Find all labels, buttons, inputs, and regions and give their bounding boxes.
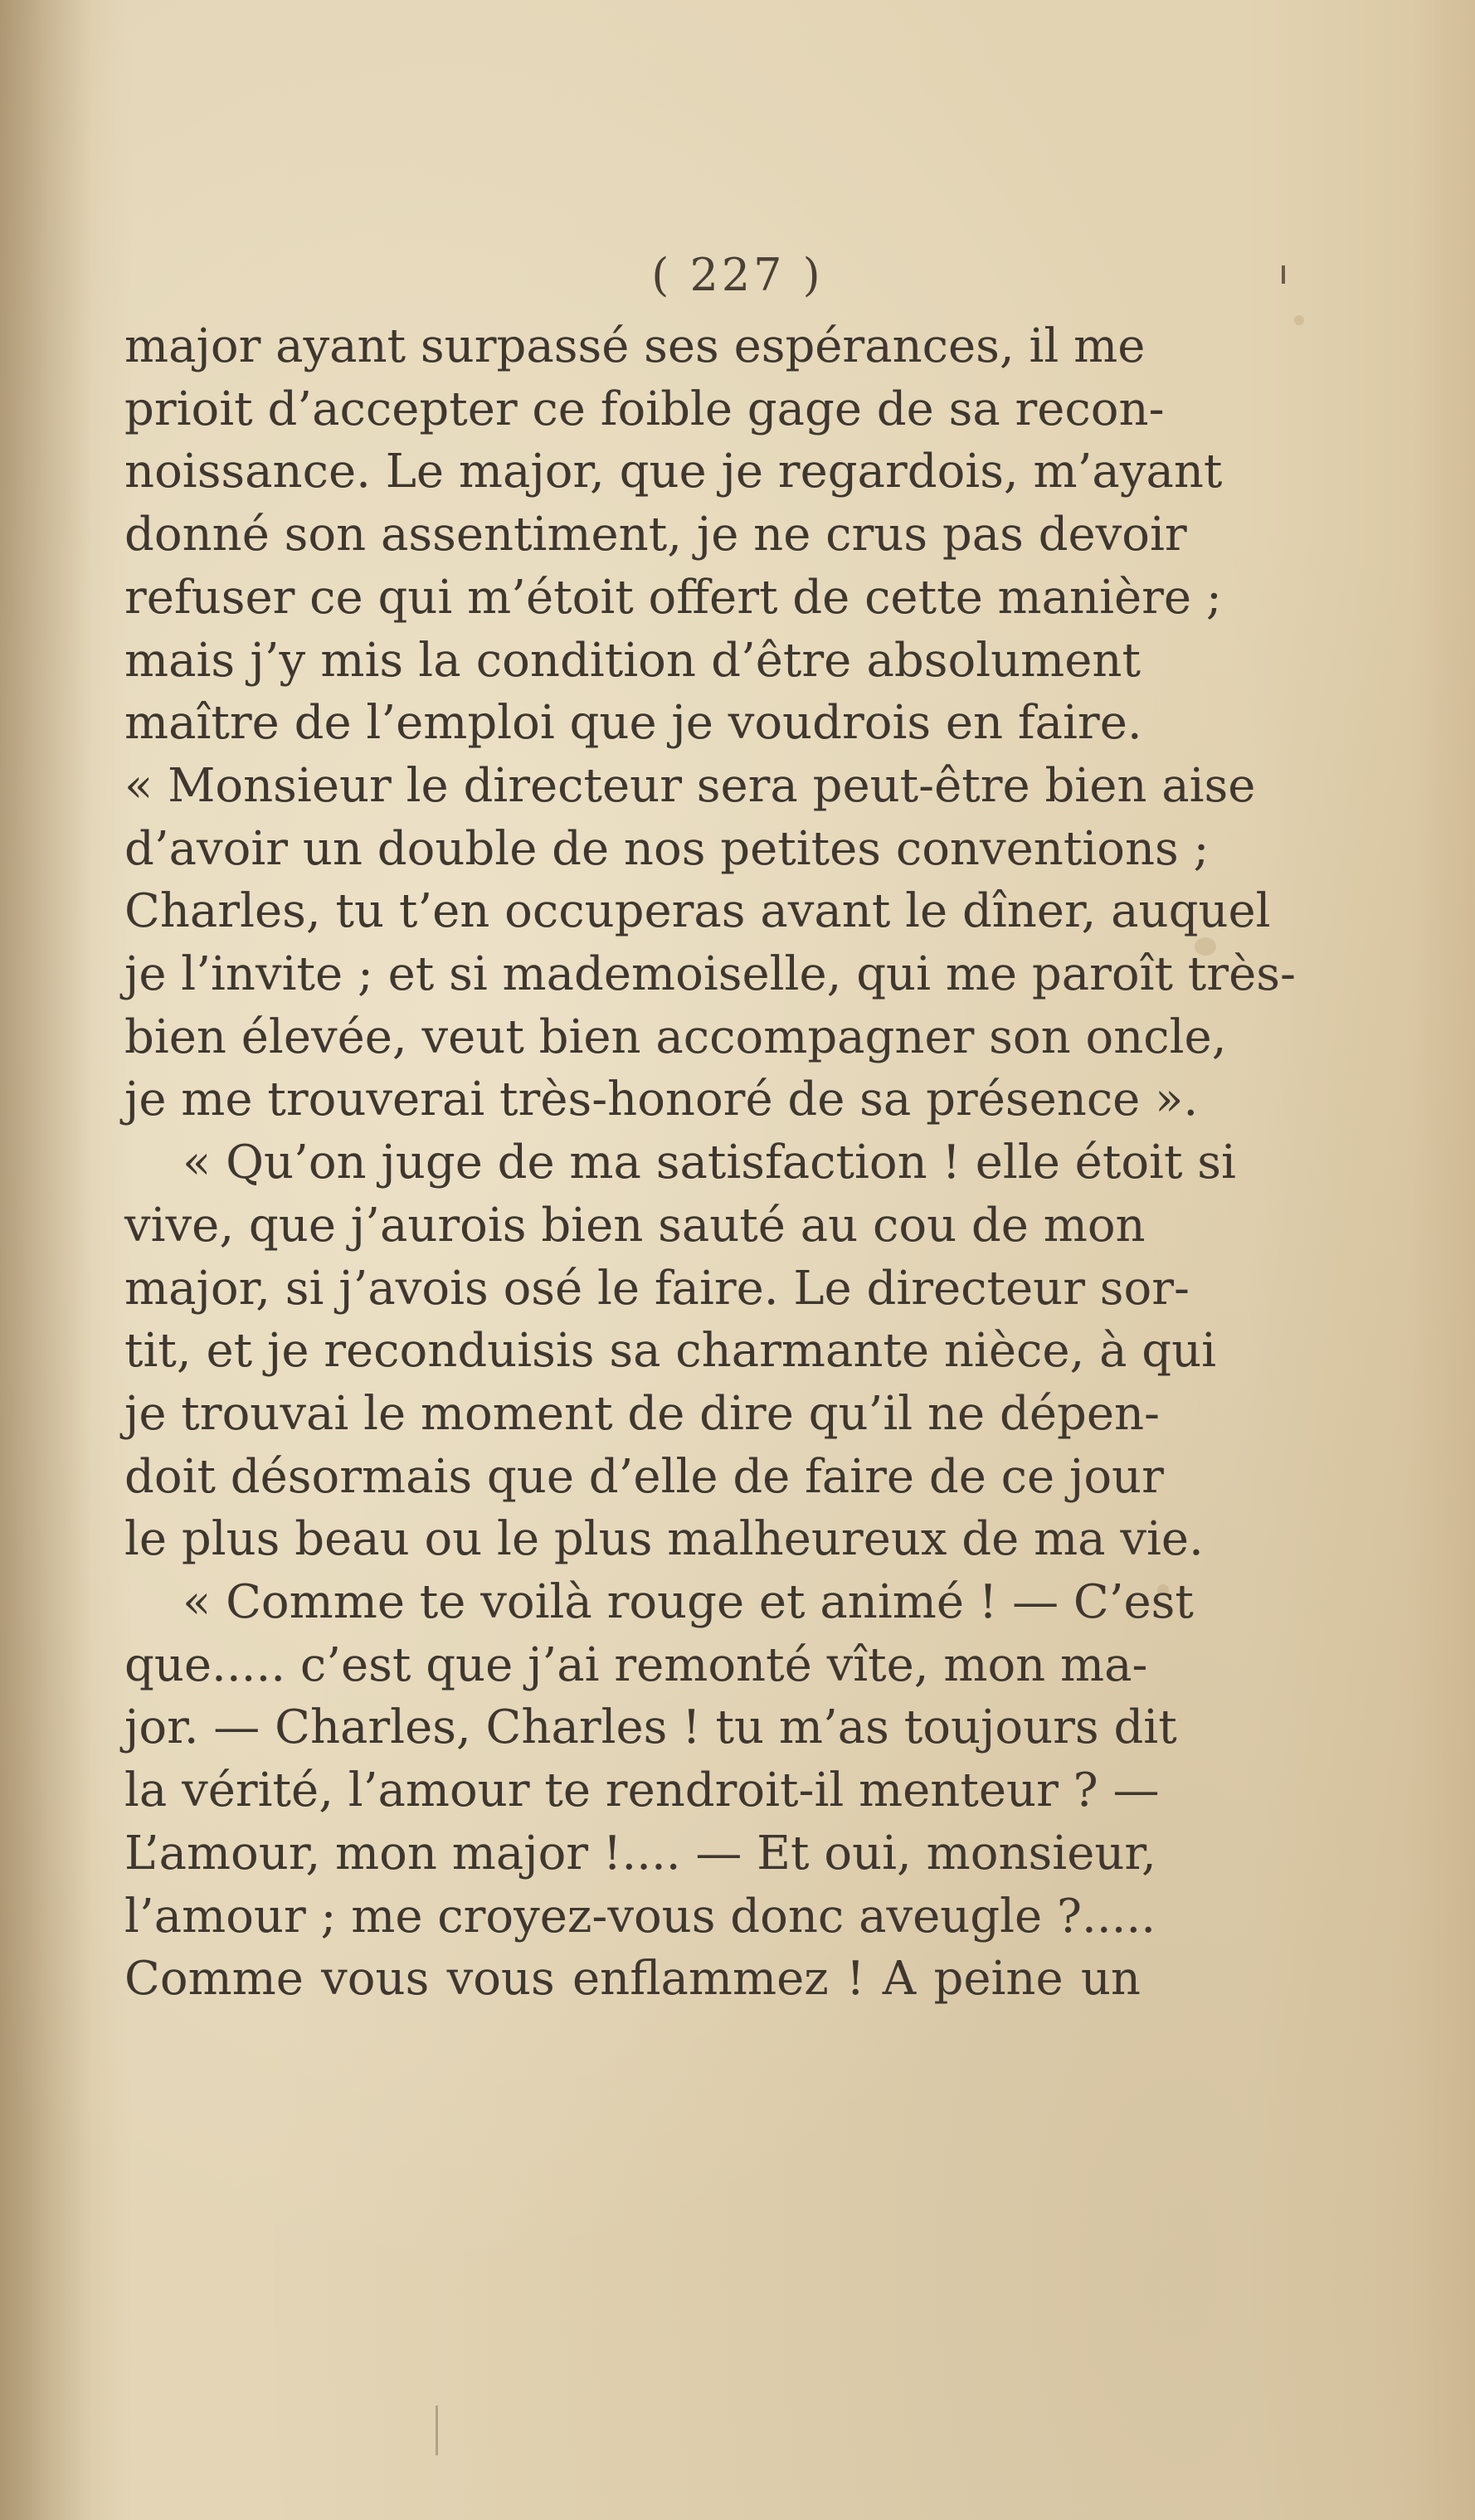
text-line: noissance. Le major, que je regardois, m’ayant [124, 445, 1223, 499]
text-line: d’avoir un double de nos petites conventions ; [124, 821, 1210, 876]
text-line: l’amour ; me croyez-vous donc aveugle ?..... [124, 1889, 1156, 1944]
text-line: Charles, tu t’en occuperas avant le dîner, auquel [124, 884, 1271, 939]
body-text [124, 315, 1296, 2011]
text-line: « Monsieur le directeur sera peut-être bien aise [124, 758, 1256, 813]
text-line: vive, que j’aurois bien sauté au cou de mon [124, 1198, 1146, 1253]
text-line: mais j’y mis la condition d’être absolument [124, 633, 1141, 688]
text-line: donné son assentiment, je ne crus pas devoir [124, 508, 1187, 562]
text-line: « Comme te voilà rouge et animé ! — C’est [183, 1575, 1194, 1630]
text-line: Comme vous vous enflammez ! A peine un [124, 1952, 1141, 2007]
paper-mark [436, 2406, 438, 2455]
text-line: que..... c’est que j’ai remonté vîte, mon ma- [124, 1637, 1148, 1692]
text-line: je trouvai le moment de dire qu’il ne dépen- [124, 1386, 1160, 1441]
text-line: refuser ce qui m’étoit offert de cette manière ; [124, 570, 1222, 625]
page-number-header: ( 227 ) [651, 249, 824, 301]
text-line: major ayant surpassé ses espérances, il me [124, 319, 1146, 373]
text-line: la vérité, l’amour te rendroit-il menteur ? — [124, 1764, 1160, 1818]
text-line: le plus beau ou le plus malheureux de ma vie. [124, 1512, 1204, 1567]
text-line: tit, et je reconduisis sa charmante nièce, à qui [124, 1324, 1217, 1379]
spine-shadow [0, 0, 91, 2520]
text-line: maître de l’emploi que je voudrois en faire. [124, 696, 1142, 751]
text-line: je me trouverai très-honoré de sa présence ». [124, 1073, 1199, 1127]
text-line: doit désormais que d’elle de faire de ce jour [124, 1449, 1164, 1504]
foxing-spot [1294, 315, 1304, 325]
text-line: jor. — Charles, Charles ! tu m’as toujours dit [124, 1700, 1177, 1755]
text-line: L’amour, mon major !.... — Et oui, monsieur, [124, 1826, 1156, 1880]
text-line: bien élevée, veut bien accompagner son oncle, [124, 1009, 1227, 1064]
text-line: major, si j’avois osé le faire. Le directeur sor- [124, 1261, 1190, 1316]
text-line: prioit d’accepter ce foible gage de sa recon- [124, 382, 1165, 436]
text-line: « Qu’on juge de ma satisfaction ! elle étoit si [183, 1136, 1236, 1190]
text-line: je l’invite ; et si mademoiselle, qui me paroît très- [124, 947, 1296, 1002]
